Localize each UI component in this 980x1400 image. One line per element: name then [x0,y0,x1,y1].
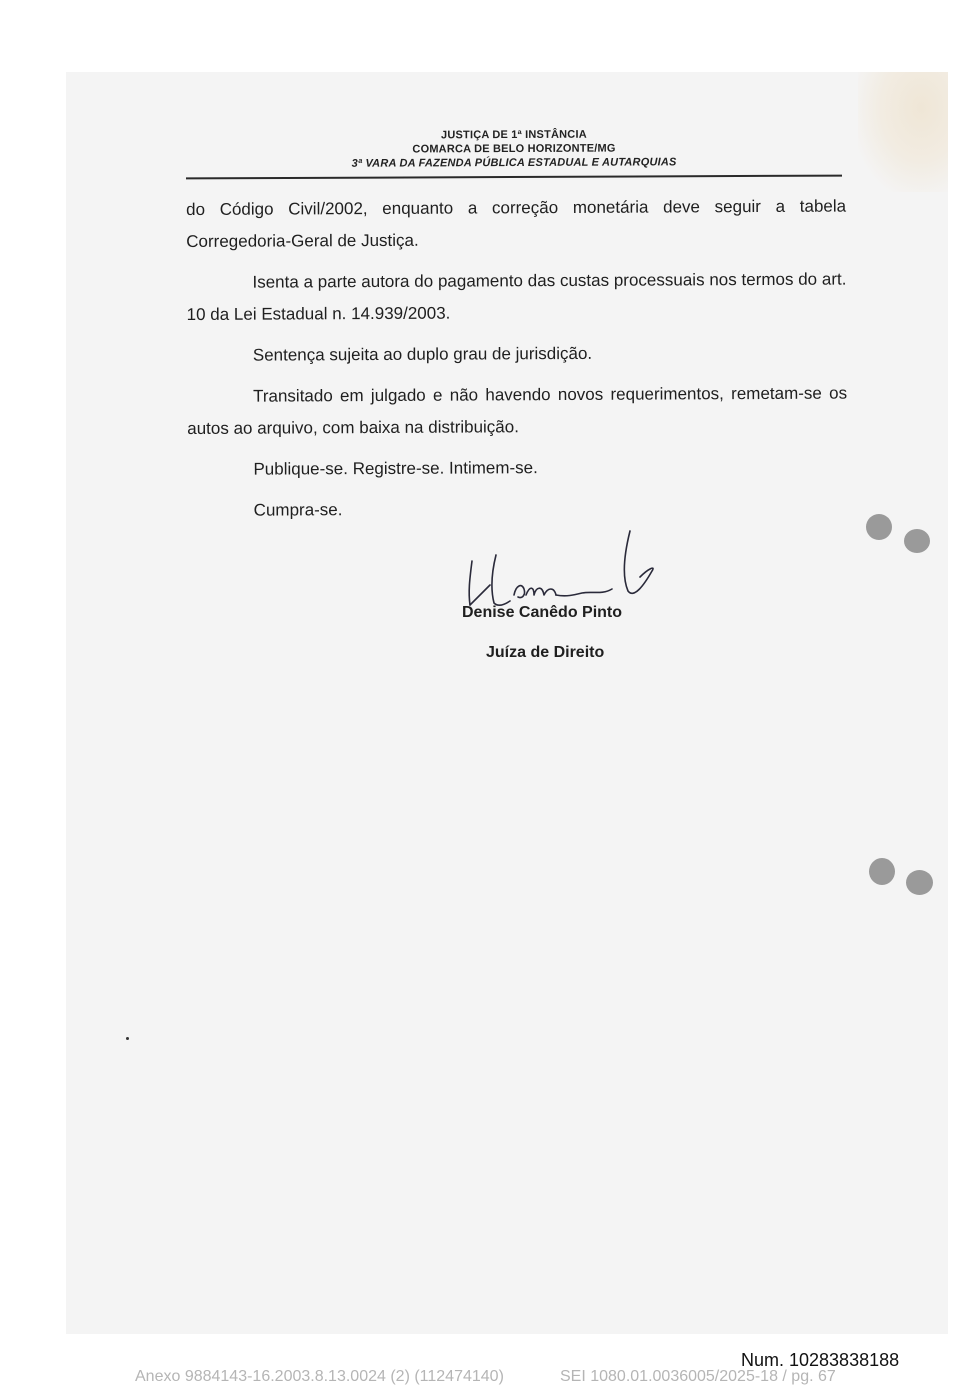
document-body [186,191,848,536]
court-header [186,127,842,172]
punch-hole-lower-left [869,858,895,885]
signatory-name: Denise Canêdo Pinto [462,604,623,621]
signature-block [440,525,680,675]
paper-stain [858,72,948,192]
scan-speck [126,1037,129,1040]
annex-reference: Anexo 9884143-16.2003.8.13.0024 (2) (112474140) [135,1368,504,1385]
header-court-section: 3ª VARA DA FAZENDA PÚBLICA ESTADUAL E AUTARQUIAS [351,156,677,170]
header-district: COMARCA DE BELO HORIZONTE/MG [412,142,616,156]
paragraph-publish: Publique-se. Registre-se. Intimem-se. [253,458,538,479]
paragraph-double-jurisdiction: Sentença sujeita ao duplo grau de jurisdição. [252,343,593,365]
document-number: Num. 10283838188 [741,1350,900,1370]
paragraph-archive: Transitado em julgado e não havendo novos requerimentos, remetam-se os autos ao arquivo, com baixa na distribuição. [187,383,848,438]
punch-hole-upper-right [904,529,930,553]
handwritten-signature [452,525,662,615]
signatory-role: Juíza de Direito [486,644,605,661]
paragraph-cost-exemption: Isenta a parte autora do pagamento das custas processuais nos termos do art. 10 da Lei Estadual n. 14.939/2003. [186,269,847,324]
sei-reference: SEI 1080.01.0036005/2025-18 / pg. 67 [560,1368,836,1385]
punch-hole-lower-right [906,870,933,895]
punch-hole-upper-left [866,514,892,540]
header-court-level: JUSTIÇA DE 1ª INSTÂNCIA [441,128,587,142]
paragraph-comply: Cumpra-se. [253,500,343,520]
paragraph-civil-code: do Código Civil/2002, enquanto a correção monetária deve seguir a tabela Corregedoria-Geral de Justiça. [186,196,847,251]
